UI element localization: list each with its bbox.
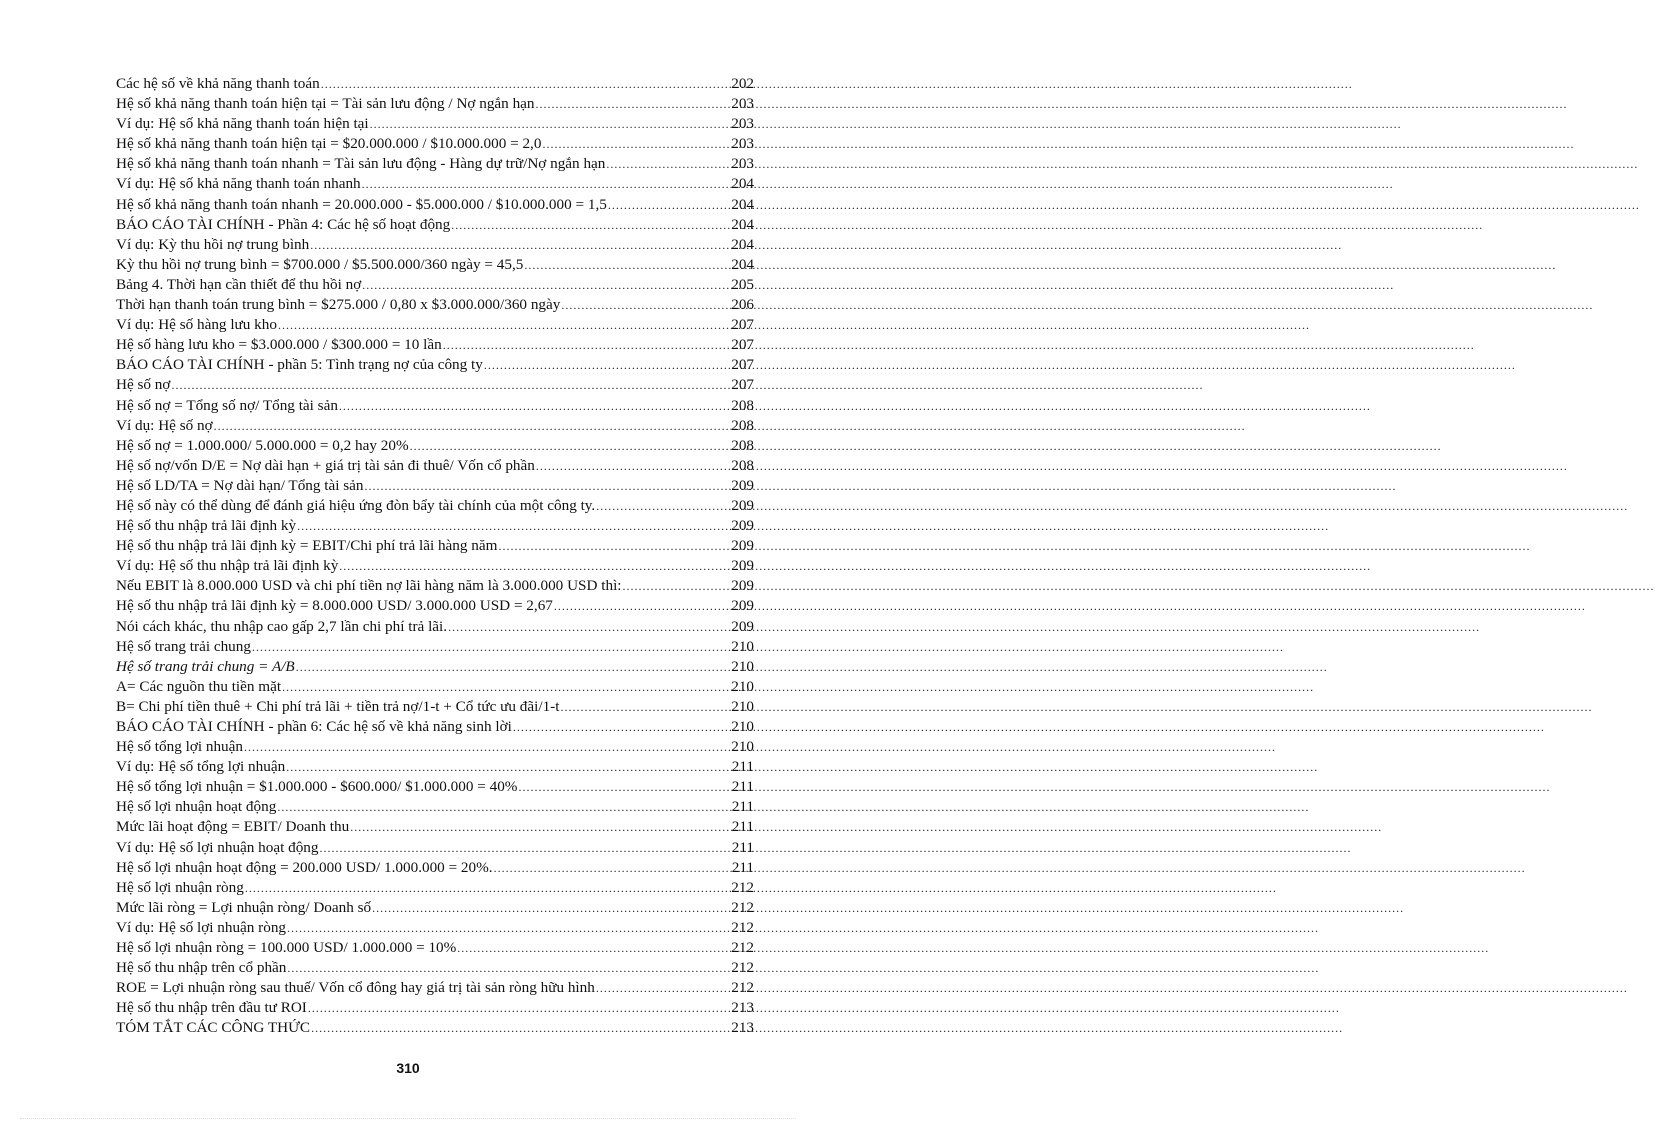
- dot-leader: [524, 255, 730, 275]
- toc-entry-title: Mức lãi hoạt động = EBIT/ Doanh thu: [116, 818, 350, 836]
- dot-leader: [370, 114, 731, 134]
- toc-entry[interactable]: [116, 536, 754, 556]
- toc-entry-title: Hệ số lợi nhuận ròng: [116, 878, 244, 896]
- toc-entry-page: 211: [731, 818, 754, 836]
- dot-leader: [287, 918, 730, 938]
- toc-entry-page: 203: [731, 135, 754, 153]
- dot-leader: [350, 817, 731, 837]
- dot-leader: [171, 375, 730, 395]
- toc-entry-page: 202: [731, 75, 754, 92]
- toc-entry[interactable]: [116, 436, 754, 456]
- toc-entry-page: 203: [731, 95, 754, 113]
- toc-entry-title: Hệ số nợ/vốn D/E = Nợ dài hạn + giá trị tài sản đi thuê/ Vốn cổ phần: [116, 456, 535, 474]
- toc-entry-title: Mức lãi ròng = Lợi nhuận ròng/ Doanh số: [116, 898, 372, 916]
- toc-entry-page: 210: [731, 718, 754, 735]
- toc-entry-title: A= Các nguồn thu tiền mặt: [116, 677, 282, 695]
- dot-leader: [310, 235, 730, 255]
- dot-leader: [448, 617, 730, 637]
- dot-leader: [608, 195, 730, 215]
- toc-entry[interactable]: [116, 717, 754, 737]
- dot-leader: [278, 315, 730, 335]
- dot-leader: [451, 215, 730, 235]
- dot-leader: [244, 737, 730, 757]
- dot-leader: [494, 858, 731, 878]
- toc-entry[interactable]: [116, 134, 754, 154]
- toc-entry[interactable]: [116, 817, 754, 837]
- toc-entry[interactable]: [116, 235, 754, 255]
- toc-entry[interactable]: [116, 416, 754, 436]
- toc-entry-title: Ví dụ: Hệ số hàng lưu kho: [116, 316, 277, 334]
- toc-entry[interactable]: [116, 637, 754, 657]
- toc-entry[interactable]: [116, 556, 754, 576]
- dot-leader: [362, 174, 731, 194]
- dot-leader: [542, 134, 730, 154]
- toc-entry-title: Ví dụ: Hệ số nợ: [116, 416, 213, 434]
- toc-entry-title: Hệ số này có thể dùng để đánh giá hiệu ứng đòn bẩy tài chính của một công ty.: [116, 496, 596, 514]
- toc-entry-title: Nói cách khác, thu nhập cao gấp 2,7 lần chi phí trả lãi.: [116, 617, 448, 635]
- toc-entry-page: 211: [731, 838, 754, 856]
- toc-entry-page: 211: [731, 778, 754, 796]
- dot-leader: [321, 74, 731, 94]
- toc-entry-page: 210: [731, 697, 754, 715]
- dot-leader: [365, 476, 731, 496]
- toc-entry[interactable]: [116, 757, 754, 777]
- toc-entry-page: 211: [731, 798, 754, 816]
- toc-entry-page: 209: [731, 597, 754, 615]
- toc-entry-page: 212: [731, 959, 754, 977]
- toc-entry-page: 208: [731, 456, 754, 474]
- toc-entry-page: 212: [731, 898, 754, 916]
- toc-entry-title: Hệ số khả năng thanh toán hiện tại = Tài sản lưu động / Nợ ngắn hạn: [116, 95, 535, 113]
- dot-leader: [311, 1018, 730, 1038]
- dot-leader: [554, 596, 730, 616]
- table-of-contents: [116, 74, 754, 1039]
- toc-entry-page: 209: [731, 617, 754, 635]
- toc-entry-title: Hệ số thu nhập trả lãi định kỳ: [116, 517, 297, 535]
- toc-entry[interactable]: [116, 938, 754, 958]
- toc-entry-page: 209: [731, 517, 754, 535]
- toc-entry[interactable]: [116, 797, 754, 817]
- toc-entry[interactable]: [116, 255, 754, 275]
- toc-entry[interactable]: [116, 697, 754, 717]
- toc-entry[interactable]: [116, 617, 754, 637]
- dot-leader: [252, 637, 730, 657]
- toc-entry[interactable]: [116, 858, 754, 878]
- toc-entry-page: 210: [731, 677, 754, 695]
- toc-entry-title: Hệ số tổng lợi nhuận: [116, 738, 243, 756]
- dot-leader: [561, 295, 730, 315]
- toc-entry-title: Hệ số LD/TA = Nợ dài hạn/ Tổng tài sản: [116, 476, 364, 494]
- toc-entry-title: Các hệ số về khả năng thanh toán: [116, 75, 320, 92]
- toc-entry-title: Hệ số lợi nhuận hoạt động: [116, 798, 277, 816]
- toc-entry[interactable]: [116, 315, 754, 335]
- toc-entry-page: 212: [731, 878, 754, 896]
- toc-entry-page: 210: [731, 738, 754, 756]
- toc-entry-title: Hệ số lợi nhuận ròng = 100.000 USD/ 1.000.000 = 10%: [116, 939, 457, 957]
- dot-leader: [410, 436, 731, 456]
- toc-entry[interactable]: [116, 375, 754, 395]
- toc-entry[interactable]: [116, 114, 754, 134]
- toc-entry-title: BÁO CÁO TÀI CHÍNH - phần 6: Các hệ số về khả năng sinh lời: [116, 718, 512, 735]
- toc-entry[interactable]: [116, 516, 754, 536]
- dot-leader: [245, 878, 730, 898]
- toc-entry-title: Nếu EBIT là 8.000.000 USD và chi phí tiền nợ lãi hàng năm là 3.000.000 USD thì:: [116, 577, 622, 595]
- toc-entry-title: BÁO CÁO TÀI CHÍNH - phần 5: Tình trạng nợ của công ty: [116, 356, 483, 374]
- toc-entry-page: 212: [731, 939, 754, 957]
- toc-entry-title: Hệ số nợ = 1.000.000/ 5.000.000 = 0,2 hay 20%: [116, 436, 409, 454]
- toc-entry[interactable]: [116, 215, 754, 235]
- toc-entry[interactable]: [116, 295, 754, 315]
- dot-leader: [308, 998, 730, 1018]
- toc-entry-title: Ví dụ: Hệ số lợi nhuận ròng: [116, 918, 287, 936]
- toc-entry[interactable]: [116, 1018, 754, 1038]
- dot-leader: [296, 657, 731, 677]
- toc-entry-page: 212: [731, 979, 754, 997]
- toc-entry-title: Hệ số tổng lợi nhuận = $1.000.000 - $600.000/ $1.000.000 = 40%: [116, 778, 518, 796]
- toc-entry[interactable]: [116, 275, 754, 295]
- toc-entry-page: 208: [731, 416, 754, 434]
- toc-entry-title: Hệ số thu nhập trên đầu tư ROI: [116, 999, 307, 1017]
- toc-entry-title: Ví dụ: Kỳ thu hồi nợ trung bình: [116, 235, 310, 253]
- toc-entry-title: Hệ số khả năng thanh toán nhanh = Tài sản lưu động - Hàng dự trữ/Nợ ngắn hạn: [116, 155, 606, 173]
- toc-entry[interactable]: [116, 677, 754, 697]
- toc-entry[interactable]: [116, 958, 754, 978]
- toc-entry[interactable]: [116, 918, 754, 938]
- toc-entry-title: Hệ số thu nhập trên cổ phần: [116, 959, 287, 977]
- toc-entry[interactable]: [116, 154, 754, 174]
- toc-entry-title: Ví dụ: Hệ số lợi nhuận hoạt động: [116, 838, 319, 856]
- toc-entry-page: 208: [731, 436, 754, 454]
- toc-entry-title: B= Chi phí tiền thuê + Chi phí trả lãi + tiền trả nợ/1-t + Cổ tức ưu đãi/1-t: [116, 697, 560, 715]
- toc-entry-title: Hệ số khả năng thanh toán nhanh = 20.000.000 - $5.000.000 / $10.000.000 = 1,5: [116, 195, 607, 213]
- toc-entry-page: 209: [731, 496, 754, 514]
- toc-entry[interactable]: [116, 777, 754, 797]
- dot-leader: [536, 94, 731, 114]
- toc-entry[interactable]: [116, 195, 754, 215]
- dot-leader: [297, 516, 730, 536]
- toc-entry-title: Hệ số khả năng thanh toán hiện tại = $20.000.000 / $10.000.000 = 2,0: [116, 135, 542, 153]
- toc-entry-page: 205: [731, 275, 754, 293]
- toc-entry-page: 211: [731, 758, 754, 776]
- dot-leader: [214, 416, 731, 436]
- toc-entry[interactable]: [116, 838, 754, 858]
- toc-entry-title: BÁO CÁO TÀI CHÍNH - Phần 4: Các hệ số hoạt động: [116, 215, 451, 233]
- toc-entry[interactable]: [116, 657, 754, 677]
- toc-entry-page: 209: [731, 557, 754, 575]
- toc-entry[interactable]: [116, 978, 754, 998]
- toc-entry-page: 203: [731, 155, 754, 173]
- dot-leader: [277, 797, 730, 817]
- toc-entry[interactable]: [116, 396, 754, 416]
- toc-entry-title: Hệ số thu nhập trả lãi định kỳ = EBIT/Chi phí trả lãi hàng năm: [116, 537, 498, 555]
- toc-entry-title: Ví dụ: Hệ số tổng lợi nhuận: [116, 758, 286, 776]
- toc-entry-title: Hệ số nợ = Tổng số nợ/ Tổng tài sản: [116, 396, 338, 414]
- toc-entry-page: 204: [731, 255, 754, 273]
- toc-entry-title: TÓM TẮT CÁC CÔNG THỨC: [116, 1019, 311, 1037]
- toc-entry-title: Bảng 4. Thời hạn cần thiết để thu hồi nợ: [116, 275, 362, 293]
- toc-entry[interactable]: [116, 737, 754, 757]
- toc-entry-page: 210: [731, 637, 754, 655]
- toc-entry[interactable]: [116, 476, 754, 496]
- dot-leader: [606, 154, 730, 174]
- toc-entry-page: 209: [731, 577, 754, 595]
- dot-leader: [623, 576, 731, 596]
- toc-entry-page: 203: [731, 115, 754, 133]
- dot-leader: [286, 757, 731, 777]
- toc-entry-page: 207: [731, 376, 754, 394]
- toc-entry-page: 204: [731, 175, 754, 193]
- toc-entry[interactable]: [116, 998, 754, 1018]
- toc-entry-page: 213: [731, 999, 754, 1017]
- toc-entry-page: 204: [731, 235, 754, 253]
- dot-leader: [596, 978, 730, 998]
- toc-entry-page: 210: [731, 657, 754, 675]
- toc-entry-page: 206: [731, 296, 754, 314]
- dot-leader: [282, 677, 730, 697]
- toc-entry-page: 207: [731, 336, 754, 354]
- toc-entry-page: 209: [731, 537, 754, 555]
- dot-leader: [457, 938, 730, 958]
- dot-leader: [443, 335, 731, 355]
- dot-leader: [518, 777, 730, 797]
- dot-leader: [596, 496, 730, 516]
- toc-entry-title: Ví dụ: Hệ số thu nhập trả lãi định kỳ: [116, 557, 339, 575]
- dot-leader: [498, 536, 730, 556]
- dot-leader: [339, 396, 730, 416]
- toc-entry-title: Hệ số lợi nhuận hoạt động = 200.000 USD/ 1.000.000 = 20%.: [116, 858, 493, 876]
- dot-leader: [320, 838, 731, 858]
- toc-entry-title: Hệ số trang trải chung = A/B: [116, 657, 295, 675]
- toc-entry-page: 208: [731, 396, 754, 414]
- toc-entry-title: Ví dụ: Hệ số khả năng thanh toán nhanh: [116, 175, 361, 193]
- toc-entry[interactable]: [116, 596, 754, 616]
- toc-entry-page: 211: [731, 858, 754, 876]
- toc-entry-page: 213: [731, 1019, 754, 1037]
- toc-entry[interactable]: [116, 335, 754, 355]
- toc-entry[interactable]: [116, 74, 754, 94]
- dot-leader: [484, 355, 730, 375]
- toc-entry-page: 207: [731, 356, 754, 374]
- toc-entry-page: 207: [731, 316, 754, 334]
- toc-entry[interactable]: [116, 496, 754, 516]
- toc-entry-title: Hệ số nợ: [116, 376, 171, 394]
- toc-entry-page: 209: [731, 476, 754, 494]
- toc-entry-title: Ví dụ: Hệ số khả năng thanh toán hiện tại: [116, 115, 369, 133]
- dot-leader: [372, 898, 730, 918]
- toc-entry[interactable]: [116, 576, 754, 596]
- toc-entry[interactable]: [116, 456, 754, 476]
- toc-entry-title: Hệ số thu nhập trả lãi định kỳ = 8.000.000 USD/ 3.000.000 USD = 2,67: [116, 597, 553, 615]
- bottom-divider: [20, 1118, 796, 1119]
- toc-entry-title: Thời hạn thanh toán trung bình = $275.000 / 0,80 x $3.000.000/360 ngày: [116, 296, 561, 314]
- dot-leader: [536, 456, 730, 476]
- page-number: 310: [396, 1060, 420, 1076]
- toc-entry[interactable]: [116, 174, 754, 194]
- dot-leader: [513, 717, 730, 737]
- toc-entry-title: ROE = Lợi nhuận ròng sau thuế/ Vốn cổ đông hay giá trị tài sản ròng hữu hình: [116, 979, 595, 997]
- dot-leader: [287, 958, 730, 978]
- toc-entry[interactable]: [116, 878, 754, 898]
- toc-entry-title: Hệ số trang trải chung: [116, 637, 251, 655]
- toc-entry[interactable]: [116, 94, 754, 114]
- toc-entry[interactable]: [116, 898, 754, 918]
- toc-entry-page: 204: [731, 215, 754, 233]
- toc-entry-title: Kỳ thu hồi nợ trung bình = $700.000 / $5.500.000/360 ngày = 45,5: [116, 255, 524, 273]
- dot-leader: [362, 275, 730, 295]
- toc-entry-page: 204: [731, 195, 754, 213]
- dot-leader: [560, 697, 730, 717]
- toc-entry[interactable]: [116, 355, 754, 375]
- toc-entry-page: 212: [731, 918, 754, 936]
- toc-entry-title: Hệ số hàng lưu kho = $3.000.000 / $300.000 = 10 lần: [116, 336, 442, 354]
- dot-leader: [339, 556, 730, 576]
